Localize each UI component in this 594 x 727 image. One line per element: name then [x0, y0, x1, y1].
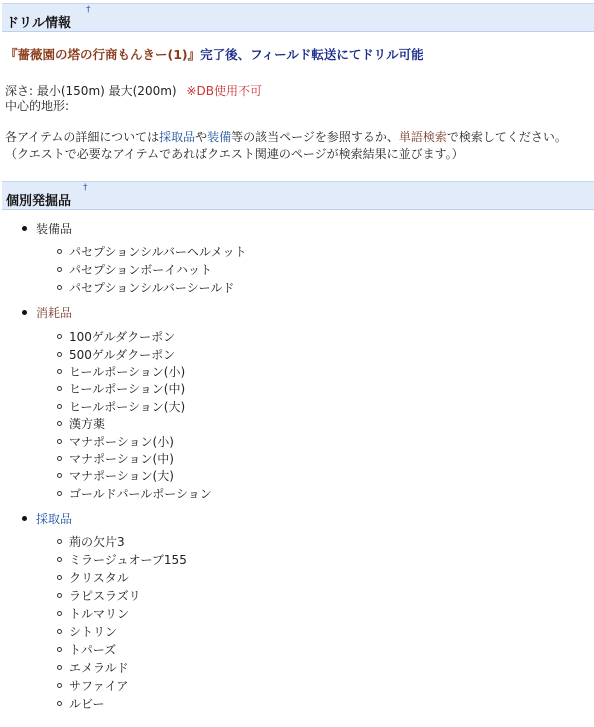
drill-info-anchor-link[interactable]: †	[86, 5, 91, 15]
quest-name: 『薔薇園の塔の行商もんきー(1)』	[5, 47, 201, 62]
circle-bullet-icon	[57, 665, 62, 670]
detail-description	[5, 128, 567, 145]
circle-bullet-icon	[57, 249, 62, 254]
circle-bullet-icon	[57, 334, 62, 339]
circle-bullet-icon	[57, 404, 62, 409]
list-item: トルマリン	[57, 605, 129, 622]
list-item: マナポーション(大)	[57, 467, 174, 484]
list-item: ヒールポーション(小)	[57, 363, 185, 380]
desc-mid1: や	[195, 130, 208, 144]
list-item: パセプションボーイハット	[57, 261, 212, 278]
list-item: パセプションシルバーシールド	[57, 279, 234, 296]
category-gathered	[22, 510, 72, 527]
circle-bullet-icon	[57, 456, 62, 461]
circle-bullet-icon	[57, 369, 62, 374]
gather-link[interactable]: 採取品	[159, 130, 196, 144]
depth-label: 深さ: 最小(150m) 最大(200m)	[5, 84, 177, 98]
category-gathered-link[interactable]: 採取品	[36, 512, 73, 526]
list-item: ヒールポーション(大)	[57, 398, 185, 415]
drill-info-heading	[2, 3, 594, 32]
list-item: ゴールドパールポーション	[57, 485, 212, 502]
circle-bullet-icon	[57, 439, 62, 444]
circle-bullet-icon	[57, 647, 62, 652]
list-item: ルビー	[57, 695, 105, 712]
circle-bullet-icon	[57, 557, 62, 562]
finds-anchor-link[interactable]: †	[83, 183, 88, 193]
category-equipment	[22, 220, 72, 237]
circle-bullet-icon	[57, 421, 62, 426]
desc-prefix: 各アイテムの詳細については	[5, 130, 160, 144]
list-item: パセプションシルバーヘルメット	[57, 243, 246, 260]
detail-description-note: （クエストで必要なアイテムであればクエスト関連のページが検索結果に並びます。）	[5, 147, 464, 161]
finds-heading	[2, 181, 594, 210]
list-item: エメラルド	[57, 659, 129, 676]
list-item: ミラージュオーブ155	[57, 551, 187, 568]
list-item: クリスタル	[57, 569, 129, 586]
category-consumables-link[interactable]: 消耗品	[36, 306, 73, 320]
bullet-icon	[22, 226, 27, 231]
category-label: 装備品	[36, 222, 73, 236]
equip-link[interactable]: 装備	[207, 130, 232, 144]
drill-condition-text: 完了後、フィールド転送にてドリル可能	[200, 47, 424, 62]
word-search-link[interactable]: 単語検索	[398, 130, 447, 144]
finds-title: 個別発掘品	[6, 194, 72, 209]
category-consumables	[22, 304, 72, 321]
circle-bullet-icon	[57, 575, 62, 580]
list-item: 漢方薬	[57, 415, 105, 432]
db-note: ※DB使用不可	[186, 84, 262, 98]
list-item: 500ゲルダクーポン	[57, 346, 175, 363]
list-item: マナポーション(小)	[57, 433, 174, 450]
list-item: ヒールポーション(中)	[57, 380, 185, 397]
list-item: シトリン	[57, 623, 117, 640]
circle-bullet-icon	[57, 701, 62, 706]
circle-bullet-icon	[57, 629, 62, 634]
bullet-icon	[22, 310, 27, 315]
list-item: トパーズ	[57, 641, 116, 658]
list-item: マナポーション(中)	[57, 450, 174, 467]
terrain-label: 中心的地形:	[5, 99, 70, 113]
drill-info-title: ドリル情報	[6, 16, 72, 31]
circle-bullet-icon	[57, 352, 62, 357]
circle-bullet-icon	[57, 386, 62, 391]
circle-bullet-icon	[57, 491, 62, 496]
list-item: 荊の欠片3	[57, 533, 125, 550]
desc-mid2: 等の該当ページを参照するか、	[231, 130, 399, 144]
circle-bullet-icon	[57, 539, 62, 544]
circle-bullet-icon	[57, 593, 62, 598]
bullet-icon	[22, 516, 27, 521]
list-item: 100ゲルダクーポン	[57, 328, 175, 345]
drill-condition-notice	[5, 45, 424, 63]
circle-bullet-icon	[57, 267, 62, 272]
circle-bullet-icon	[57, 285, 62, 290]
circle-bullet-icon	[57, 611, 62, 616]
list-item: ラピスラズリ	[57, 587, 141, 604]
list-item: サファイア	[57, 677, 128, 694]
circle-bullet-icon	[57, 473, 62, 478]
circle-bullet-icon	[57, 683, 62, 688]
desc-suffix: で検索してください。	[446, 130, 567, 144]
